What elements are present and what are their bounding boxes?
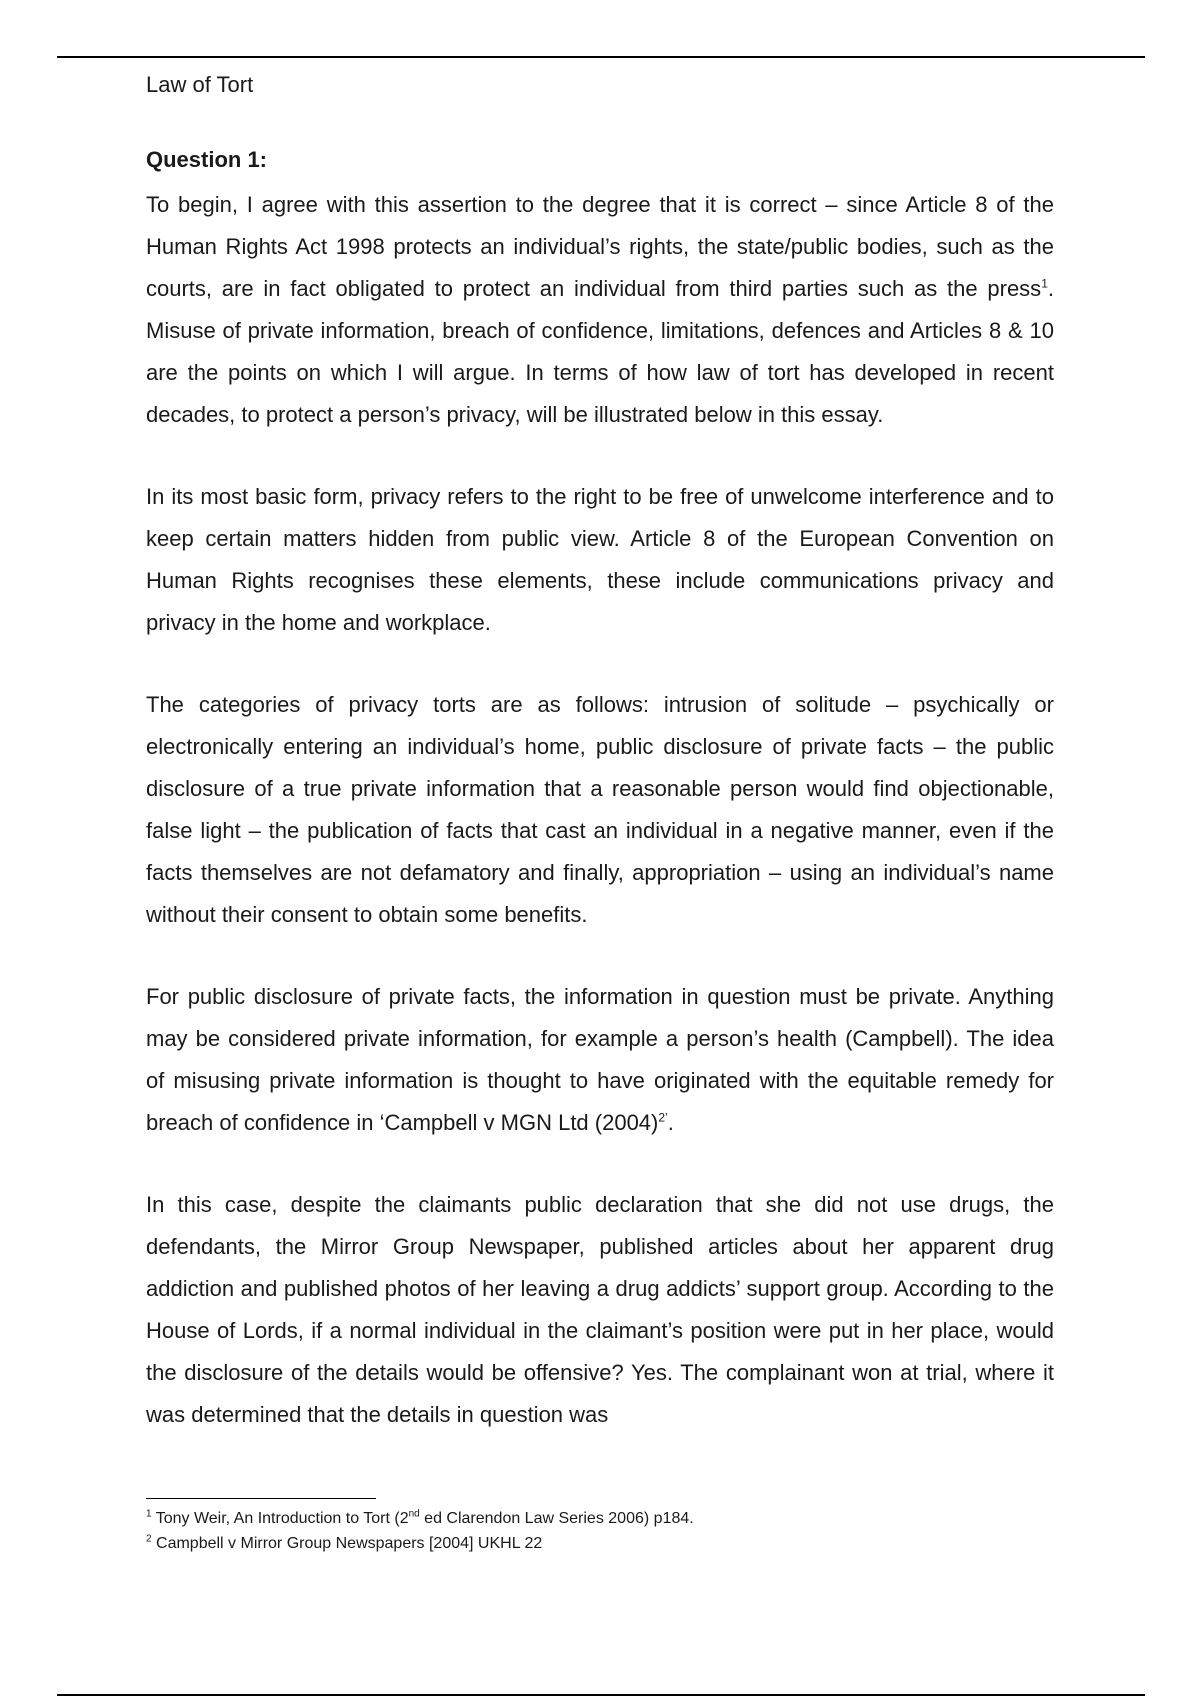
paragraph-3: The categories of privacy torts are as follows: intrusion of solitude – psychically or electronically entering an individual’s home, public disclosure of private facts – the public disclosure of a true private information that a reasonable person would find objectionable, false light – the publication of facts that cast an individual in a negative manner, even if the facts themselves are not defamatory and finally, appropriation – using an individual’s name without their consent to obtain some benefits.	[146, 692, 1054, 927]
question-heading: Question 1:	[146, 147, 268, 172]
footnote-2: $^2$ Campbell v Mirror Group Newspapers [2004] UKHL 22	[146, 1533, 543, 1552]
footnote-separator	[146, 1498, 376, 1499]
footer-rule	[57, 1694, 1145, 1696]
running-header: Law of Tort	[146, 72, 254, 97]
paragraph-1: To begin, I agree with this assertion to the degree that it is correct – since Article 8 of the Human Rights Act 1998 protects an individual’s rights, the state/public bodies, such as the courts, are in fact obligated to protect an individual from third parties such as the press$^1$. Misuse of private information, breach of confidence, limitations, defences and Articles 8 & 10 are the points on which I will argue. In terms of how law of tort has developed in recent decades, to protect a person’s privacy, will be illustrated below in this essay.	[146, 192, 1054, 427]
header-rule	[57, 56, 1145, 58]
footnote-1: $^1$ Tony Weir, An Introduction to Tort (2nd ed Clarendon Law Series 2006) p184.	[146, 1508, 694, 1527]
document-body	[146, 146, 1054, 1436]
paragraph-4: For public disclosure of private facts, the information in question must be private. Anything may be considered private information, for example a person’s health (Campbell). The idea of misusing private information is thought to have originated with the equitable remedy for breach of confidence in ‘Campbell v MGN Ltd $(2004)^{2’}$.	[146, 984, 1054, 1135]
footnote-ref-2[interactable]: 2’	[658, 1110, 668, 1125]
footnotes	[146, 1506, 1054, 1556]
paragraph-5: In this case, despite the claimants public declaration that she did not use drugs, the defendants, the Mirror Group Newspaper, published articles about her apparent drug addiction and published photos of her leaving a drug addicts’ support group. According to the House of Lords, if a normal individual in the claimant’s position were put in her place, would the disclosure of the details would be offensive? Yes. The complainant won at trial, where it was determined that the details in question was	[146, 1192, 1054, 1427]
footnote-ref-1[interactable]: 1	[1041, 276, 1048, 291]
paragraph-2: In its most basic form, privacy refers to the right to be free of unwelcome interference and to keep certain matters hidden from public view. Article 8 of the European Convention on Human Rights recognises these elements, these include communications privacy and privacy in the home and workplace.	[146, 484, 1054, 635]
